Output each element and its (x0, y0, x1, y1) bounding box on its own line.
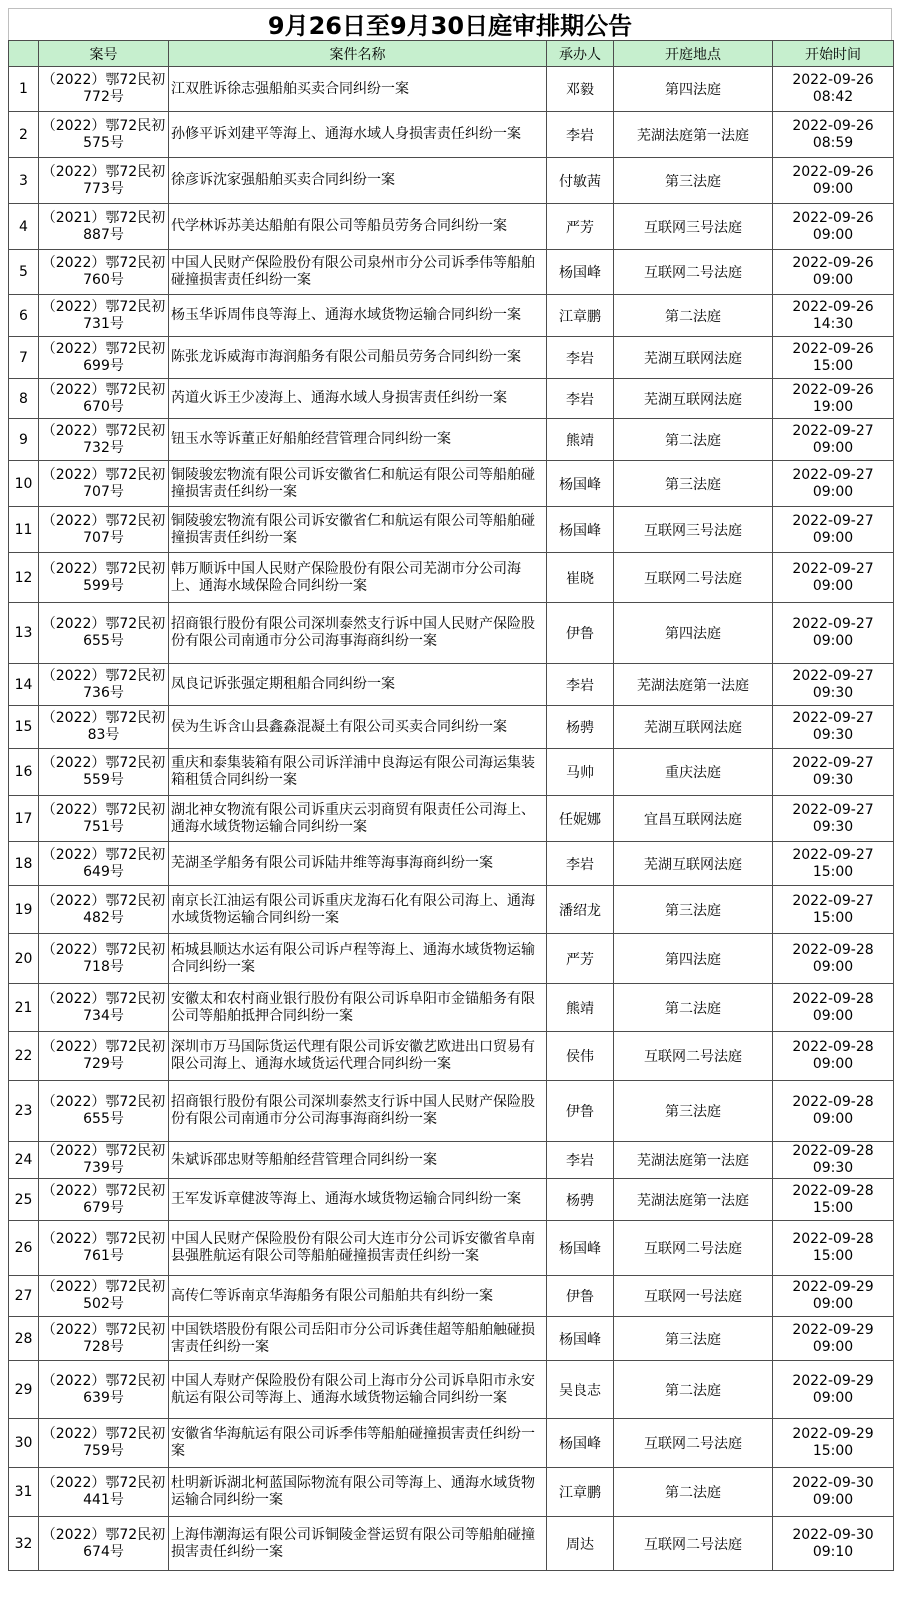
start-hour: 09:30 (812, 772, 854, 788)
court-location: 芜湖法庭第一法庭 (614, 1179, 773, 1221)
judge-name: 侯伟 (547, 1032, 614, 1081)
table-row (9, 461, 894, 507)
start-hour: 09:00 (812, 1389, 854, 1406)
header-judge: 承办人 (547, 41, 614, 67)
table-row (9, 204, 894, 250)
judge-name: 李岩 (547, 379, 614, 419)
court-location: 芜湖法庭第一法庭 (614, 1142, 773, 1179)
case-name: 柘城县顺达水运有限公司诉卢程等海上、通海水域货物运输合同纠纷一案 (169, 934, 547, 984)
row-index: 26 (9, 1221, 39, 1276)
row-index: 11 (9, 507, 39, 553)
judge-name: 熊靖 (547, 419, 614, 461)
start-hour: 08:59 (812, 134, 854, 151)
court-location: 重庆法庭 (614, 749, 773, 796)
header-row (9, 41, 894, 67)
row-index: 9 (9, 419, 39, 461)
case-number: （2022）鄂72民初575号 (39, 112, 169, 158)
start-hour: 09:30 (812, 684, 854, 701)
case-number: （2022）鄂72民初83号 (39, 706, 169, 749)
court-location: 第二法庭 (614, 419, 773, 461)
case-name: 高传仁等诉南京华海船务有限公司船舶共有纠纷一案 (169, 1276, 547, 1317)
table-row (9, 706, 894, 749)
case-name: 中国人民财产保险股份有限公司泉州市分公司诉季伟等船舶碰撞损害责任纠纷一案 (169, 250, 547, 295)
row-index: 20 (9, 934, 39, 984)
row-index: 2 (9, 112, 39, 158)
case-name: 上海伟潮海运有限公司诉铜陵金誉运贸有限公司等船舶碰撞损害责任纠纷一案 (169, 1517, 547, 1571)
court-location: 互联网三号法庭 (614, 204, 773, 250)
table-row (9, 67, 894, 112)
table-row (9, 419, 894, 461)
case-number: （2022）鄂72民初482号 (39, 886, 169, 934)
table-row (9, 553, 894, 603)
row-index: 12 (9, 553, 39, 603)
judge-name: 潘绍龙 (547, 886, 614, 934)
case-number: （2022）鄂72民初772号 (39, 67, 169, 112)
case-number: （2022）鄂72民初699号 (39, 337, 169, 379)
case-number: （2022）鄂72民初773号 (39, 158, 169, 204)
table-row (9, 112, 894, 158)
start-hour: 09:30 (812, 818, 854, 835)
row-index: 15 (9, 706, 39, 749)
judge-name: 邓毅 (547, 67, 614, 112)
case-name: 孙修平诉刘建平等海上、通海水域人身损害责任纠纷一案 (169, 112, 547, 158)
judge-name: 李岩 (547, 664, 614, 706)
case-number: （2022）鄂72民初599号 (39, 553, 169, 603)
case-number: （2022）鄂72民初655号 (39, 603, 169, 664)
court-location: 芜湖互联网法庭 (614, 706, 773, 749)
case-name: 杨玉华诉周伟良等海上、通海水域货物运输合同纠纷一案 (169, 295, 547, 337)
case-name: 招商银行股份有限公司深圳泰然支行诉中国人民财产保险股份有限公司南通市分公司海事海商纠纷一案 (169, 603, 547, 664)
start-hour: 09:00 (812, 1056, 854, 1072)
start-date: 2022-09-26 (792, 163, 874, 180)
start-date: 2022-09-29 (792, 1321, 874, 1338)
case-name: 招商银行股份有限公司深圳泰然支行诉中国人民财产保险股份有限公司南通市分公司海事海商纠纷一案 (169, 1081, 547, 1142)
court-location: 芜湖法庭第一法庭 (614, 664, 773, 706)
start-time (773, 1032, 894, 1081)
start-hour: 09:00 (812, 180, 854, 197)
case-number: （2022）鄂72民初761号 (39, 1221, 169, 1276)
judge-name: 伊鲁 (547, 1081, 614, 1142)
court-location: 第三法庭 (614, 1081, 773, 1142)
judge-name: 严芳 (547, 204, 614, 250)
start-date: 2022-09-28 (792, 1094, 874, 1110)
judge-name: 杨骋 (547, 706, 614, 749)
start-date: 2022-09-27 (792, 846, 874, 863)
row-index: 16 (9, 749, 39, 796)
table-row (9, 1468, 894, 1517)
start-time (773, 603, 894, 664)
court-location: 互联网二号法庭 (614, 553, 773, 603)
judge-name: 李岩 (547, 337, 614, 379)
row-index: 7 (9, 337, 39, 379)
table-row (9, 1221, 894, 1276)
court-location: 互联网二号法庭 (614, 250, 773, 295)
court-location: 第三法庭 (614, 886, 773, 934)
start-hour: 09:00 (812, 958, 854, 975)
row-index: 19 (9, 886, 39, 934)
row-index: 5 (9, 250, 39, 295)
case-name: 安徽太和农村商业银行股份有限公司诉阜阳市金锚船务有限公司等船舶抵押合同纠纷一案 (169, 984, 547, 1032)
case-number: （2022）鄂72民初734号 (39, 984, 169, 1032)
start-time (773, 507, 894, 553)
header-court-location: 开庭地点 (614, 41, 773, 67)
start-date: 2022-09-27 (792, 710, 874, 726)
case-number: （2022）鄂72民初728号 (39, 1317, 169, 1361)
start-time (773, 553, 894, 603)
start-time (773, 295, 894, 337)
table-row (9, 507, 894, 553)
case-name: 芮道火诉王少凌海上、通海水域人身损害责任纠纷一案 (169, 379, 547, 419)
start-hour: 08:42 (812, 89, 854, 105)
court-location: 互联网三号法庭 (614, 507, 773, 553)
judge-name: 李岩 (547, 842, 614, 886)
start-time (773, 796, 894, 842)
header-case-name: 案件名称 (169, 41, 547, 67)
row-index: 1 (9, 67, 39, 112)
start-hour: 14:30 (812, 315, 854, 332)
start-date: 2022-09-28 (792, 1182, 874, 1199)
start-time (773, 886, 894, 934)
case-name: 徐彦诉沈家强船舶买卖合同纠纷一案 (169, 158, 547, 204)
case-number: （2022）鄂72民初670号 (39, 379, 169, 419)
start-time (773, 984, 894, 1032)
case-name: 安徽省华海航运有限公司诉季伟等船舶碰撞损害责任纠纷一案 (169, 1419, 547, 1468)
judge-name: 崔晓 (547, 553, 614, 603)
start-time (773, 1179, 894, 1221)
row-index: 24 (9, 1142, 39, 1179)
judge-name: 杨国峰 (547, 250, 614, 295)
judge-name: 江章鹏 (547, 295, 614, 337)
row-index: 13 (9, 603, 39, 664)
start-hour: 09:10 (812, 1543, 854, 1560)
judge-name: 熊靖 (547, 984, 614, 1032)
start-hour: 09:00 (812, 226, 854, 243)
start-date: 2022-09-27 (792, 667, 874, 684)
start-hour: 09:00 (812, 439, 854, 456)
case-name: 湖北神女物流有限公司诉重庆云羽商贸有限责任公司海上、通海水域货物运输合同纠纷一案 (169, 796, 547, 842)
start-time (773, 749, 894, 796)
court-location: 互联网一号法庭 (614, 1276, 773, 1317)
start-time (773, 1142, 894, 1179)
start-date: 2022-09-29 (792, 1426, 874, 1442)
court-location: 第二法庭 (614, 1361, 773, 1419)
start-hour: 09:00 (812, 1492, 854, 1508)
table-row (9, 934, 894, 984)
start-hour: 09:00 (812, 1338, 854, 1355)
start-date: 2022-09-26 (792, 72, 874, 88)
start-hour: 09:00 (812, 633, 854, 649)
table-row (9, 1517, 894, 1571)
case-name: 铜陵骏宏物流有限公司诉安徽省仁和航运有限公司等船舶碰撞损害责任纠纷一案 (169, 507, 547, 553)
table-row (9, 379, 894, 419)
start-date: 2022-09-28 (792, 990, 874, 1007)
case-name: 凤良记诉张强定期租船合同纠纷一案 (169, 664, 547, 706)
court-location: 第三法庭 (614, 1317, 773, 1361)
court-location: 芜湖互联网法庭 (614, 337, 773, 379)
case-name: 陈张龙诉威海市海润船务有限公司船员劳务合同纠纷一案 (169, 337, 547, 379)
court-location: 互联网二号法庭 (614, 1032, 773, 1081)
start-hour: 15:00 (812, 1443, 854, 1459)
start-hour: 15:00 (812, 357, 854, 374)
table-row (9, 886, 894, 934)
start-hour: 15:00 (812, 1248, 854, 1264)
table-row (9, 1032, 894, 1081)
start-date: 2022-09-26 (792, 117, 874, 134)
judge-name: 付敏茜 (547, 158, 614, 204)
row-index: 28 (9, 1317, 39, 1361)
case-name: 江双胜诉徐志强船舶买卖合同纠纷一案 (169, 67, 547, 112)
row-index: 4 (9, 204, 39, 250)
start-date: 2022-09-26 (792, 381, 874, 398)
table-body (9, 67, 894, 1571)
case-name: 中国人寿财产保险股份有限公司上海市分公司诉阜阳市永安航运有限公司等海上、通海水域货物运输合同纠纷一案 (169, 1361, 547, 1419)
case-number: （2022）鄂72民初679号 (39, 1179, 169, 1221)
table-row (9, 1081, 894, 1142)
judge-name: 吴良志 (547, 1361, 614, 1419)
table-row (9, 1142, 894, 1179)
start-hour: 09:00 (812, 1296, 854, 1312)
case-number: （2022）鄂72民初760号 (39, 250, 169, 295)
row-index: 22 (9, 1032, 39, 1081)
judge-name: 伊鲁 (547, 1276, 614, 1317)
case-number: （2022）鄂72民初739号 (39, 1142, 169, 1179)
case-number: （2022）鄂72民初707号 (39, 507, 169, 553)
start-hour: 09:30 (812, 1160, 854, 1176)
case-number: （2022）鄂72民初649号 (39, 842, 169, 886)
row-index: 30 (9, 1419, 39, 1468)
start-hour: 09:00 (812, 272, 854, 288)
start-time (773, 1361, 894, 1419)
start-hour: 15:00 (812, 863, 854, 880)
judge-name: 杨国峰 (547, 461, 614, 507)
court-location: 第三法庭 (614, 158, 773, 204)
row-index: 3 (9, 158, 39, 204)
start-date: 2022-09-26 (792, 209, 874, 226)
table-row (9, 1361, 894, 1419)
case-number: （2022）鄂72民初732号 (39, 419, 169, 461)
case-number: （2022）鄂72民初731号 (39, 295, 169, 337)
start-time (773, 706, 894, 749)
case-number: （2022）鄂72民初759号 (39, 1419, 169, 1468)
start-time (773, 1517, 894, 1571)
start-time (773, 934, 894, 984)
start-date: 2022-09-30 (792, 1526, 874, 1543)
start-hour: 09:00 (812, 1111, 854, 1127)
case-number: （2022）鄂72民初718号 (39, 934, 169, 984)
court-location: 芜湖法庭第一法庭 (614, 112, 773, 158)
start-hour: 09:30 (812, 727, 854, 743)
start-date: 2022-09-26 (792, 298, 874, 315)
case-number: （2022）鄂72民初707号 (39, 461, 169, 507)
start-time (773, 419, 894, 461)
judge-name: 李岩 (547, 112, 614, 158)
table-row (9, 796, 894, 842)
header-case-number: 案号 (39, 41, 169, 67)
table-row (9, 1317, 894, 1361)
case-name: 杜明新诉湖北柯蓝国际物流有限公司等海上、通海水域货物运输合同纠纷一案 (169, 1468, 547, 1517)
table-row (9, 749, 894, 796)
start-time (773, 337, 894, 379)
case-name: 中国人民财产保险股份有限公司大连市分公司诉安徽省阜南县强胜航运有限公司等船舶碰撞损害责任纠纷一案 (169, 1221, 547, 1276)
case-number: （2022）鄂72民初751号 (39, 796, 169, 842)
case-name: 韩万顺诉中国人民财产保险股份有限公司芜湖市分公司海上、通海水域保险合同纠纷一案 (169, 553, 547, 603)
row-index: 21 (9, 984, 39, 1032)
judge-name: 江章鹏 (547, 1468, 614, 1517)
start-date: 2022-09-27 (792, 560, 874, 577)
start-date: 2022-09-27 (792, 892, 874, 909)
court-location: 芜湖互联网法庭 (614, 379, 773, 419)
table-row (9, 842, 894, 886)
case-number: （2022）鄂72民初559号 (39, 749, 169, 796)
schedule-table (8, 40, 894, 1571)
case-number: （2022）鄂72民初674号 (39, 1517, 169, 1571)
judge-name: 任妮娜 (547, 796, 614, 842)
start-date: 2022-09-28 (792, 1143, 874, 1159)
start-time (773, 461, 894, 507)
row-index: 27 (9, 1276, 39, 1317)
row-index: 23 (9, 1081, 39, 1142)
start-time (773, 204, 894, 250)
row-index: 6 (9, 295, 39, 337)
start-time (773, 1276, 894, 1317)
header-start-time: 开始时间 (773, 41, 894, 67)
court-location: 第三法庭 (614, 461, 773, 507)
start-date: 2022-09-27 (792, 755, 874, 771)
case-number: （2022）鄂72民初655号 (39, 1081, 169, 1142)
judge-name: 杨国峰 (547, 1419, 614, 1468)
start-date: 2022-09-27 (792, 466, 874, 483)
start-time (773, 1419, 894, 1468)
start-time (773, 1221, 894, 1276)
start-time (773, 379, 894, 419)
court-location: 互联网二号法庭 (614, 1221, 773, 1276)
start-hour: 15:00 (812, 1199, 854, 1216)
row-index: 32 (9, 1517, 39, 1571)
court-location: 第四法庭 (614, 934, 773, 984)
table-row (9, 1276, 894, 1317)
table-row (9, 158, 894, 204)
case-number: （2022）鄂72民初502号 (39, 1276, 169, 1317)
case-name: 朱斌诉邵忠财等船舶经营管理合同纠纷一案 (169, 1142, 547, 1179)
start-time (773, 250, 894, 295)
judge-name: 杨骋 (547, 1179, 614, 1221)
judge-name: 马帅 (547, 749, 614, 796)
case-name: 南京长江油运有限公司诉重庆龙海石化有限公司海上、通海水域货物运输合同纠纷一案 (169, 886, 547, 934)
judge-name: 杨国峰 (547, 1221, 614, 1276)
court-location: 第二法庭 (614, 1468, 773, 1517)
table-row (9, 337, 894, 379)
judge-name: 严芳 (547, 934, 614, 984)
table-row (9, 664, 894, 706)
row-index: 18 (9, 842, 39, 886)
case-number: （2022）鄂72民初736号 (39, 664, 169, 706)
start-date: 2022-09-29 (792, 1279, 874, 1295)
court-location: 互联网二号法庭 (614, 1517, 773, 1571)
case-name: 王军发诉章健波等海上、通海水域货物运输合同纠纷一案 (169, 1179, 547, 1221)
start-time (773, 1468, 894, 1517)
case-name: 侯为生诉含山县鑫淼混凝土有限公司买卖合同纠纷一案 (169, 706, 547, 749)
case-number: （2022）鄂72民初441号 (39, 1468, 169, 1517)
start-hour: 09:00 (812, 577, 854, 594)
case-name: 中国铁塔股份有限公司岳阳市分公司诉龚佳超等船舶触碰损害责任纠纷一案 (169, 1317, 547, 1361)
start-time (773, 158, 894, 204)
start-date: 2022-09-27 (792, 422, 874, 439)
start-hour: 09:00 (812, 529, 854, 546)
row-index: 17 (9, 796, 39, 842)
start-hour: 15:00 (812, 909, 854, 926)
start-time (773, 67, 894, 112)
start-time (773, 1081, 894, 1142)
judge-name: 杨国峰 (547, 507, 614, 553)
start-time (773, 842, 894, 886)
row-index: 10 (9, 461, 39, 507)
start-date: 2022-09-28 (792, 1231, 874, 1247)
table-row (9, 250, 894, 295)
row-index: 29 (9, 1361, 39, 1419)
judge-name: 周达 (547, 1517, 614, 1571)
judge-name: 杨国峰 (547, 1317, 614, 1361)
case-name: 深圳市万马国际货运代理有限公司诉安徽艺欧进出口贸易有限公司海上、通海水域货运代理合同纠纷一案 (169, 1032, 547, 1081)
start-date: 2022-09-26 (792, 340, 874, 357)
case-name: 铜陵骏宏物流有限公司诉安徽省仁和航运有限公司等船舶碰撞损害责任纠纷一案 (169, 461, 547, 507)
start-time (773, 112, 894, 158)
start-date: 2022-09-28 (792, 941, 874, 958)
table-row (9, 984, 894, 1032)
row-index: 14 (9, 664, 39, 706)
start-date: 2022-09-29 (792, 1372, 874, 1389)
judge-name: 李岩 (547, 1142, 614, 1179)
row-index: 25 (9, 1179, 39, 1221)
court-location: 芜湖互联网法庭 (614, 842, 773, 886)
header-index (9, 41, 39, 67)
table-row (9, 1179, 894, 1221)
court-location: 互联网二号法庭 (614, 1419, 773, 1468)
case-name: 芜湖圣学船务有限公司诉陆井维等海事海商纠纷一案 (169, 842, 547, 886)
court-location: 第四法庭 (614, 67, 773, 112)
case-name: 代学林诉苏美达船舶有限公司等船员劳务合同纠纷一案 (169, 204, 547, 250)
start-date: 2022-09-27 (792, 512, 874, 529)
start-date: 2022-09-26 (792, 255, 874, 271)
case-number: （2022）鄂72民初639号 (39, 1361, 169, 1419)
start-hour: 09:00 (812, 1007, 854, 1024)
start-hour: 09:00 (812, 483, 854, 500)
court-location: 第四法庭 (614, 603, 773, 664)
start-time (773, 1317, 894, 1361)
case-name: 重庆和泰集装箱有限公司诉洋浦中良海运有限公司海运集装箱租赁合同纠纷一案 (169, 749, 547, 796)
case-number: （2022）鄂72民初729号 (39, 1032, 169, 1081)
start-hour: 19:00 (812, 398, 854, 415)
start-date: 2022-09-27 (792, 616, 874, 632)
table-row (9, 603, 894, 664)
court-location: 第二法庭 (614, 295, 773, 337)
start-date: 2022-09-27 (792, 801, 874, 818)
court-location: 宜昌互联网法庭 (614, 796, 773, 842)
table-row (9, 295, 894, 337)
start-date: 2022-09-28 (792, 1039, 874, 1055)
table-row (9, 1419, 894, 1468)
start-date: 2022-09-30 (792, 1475, 874, 1491)
page-title: 9月26日至9月30日庭审排期公告 (8, 8, 892, 42)
court-location: 第二法庭 (614, 984, 773, 1032)
row-index: 31 (9, 1468, 39, 1517)
judge-name: 伊鲁 (547, 603, 614, 664)
case-number: （2021）鄂72民初887号 (39, 204, 169, 250)
case-name: 钮玉水等诉董正好船舶经营管理合同纠纷一案 (169, 419, 547, 461)
row-index: 8 (9, 379, 39, 419)
start-time (773, 664, 894, 706)
